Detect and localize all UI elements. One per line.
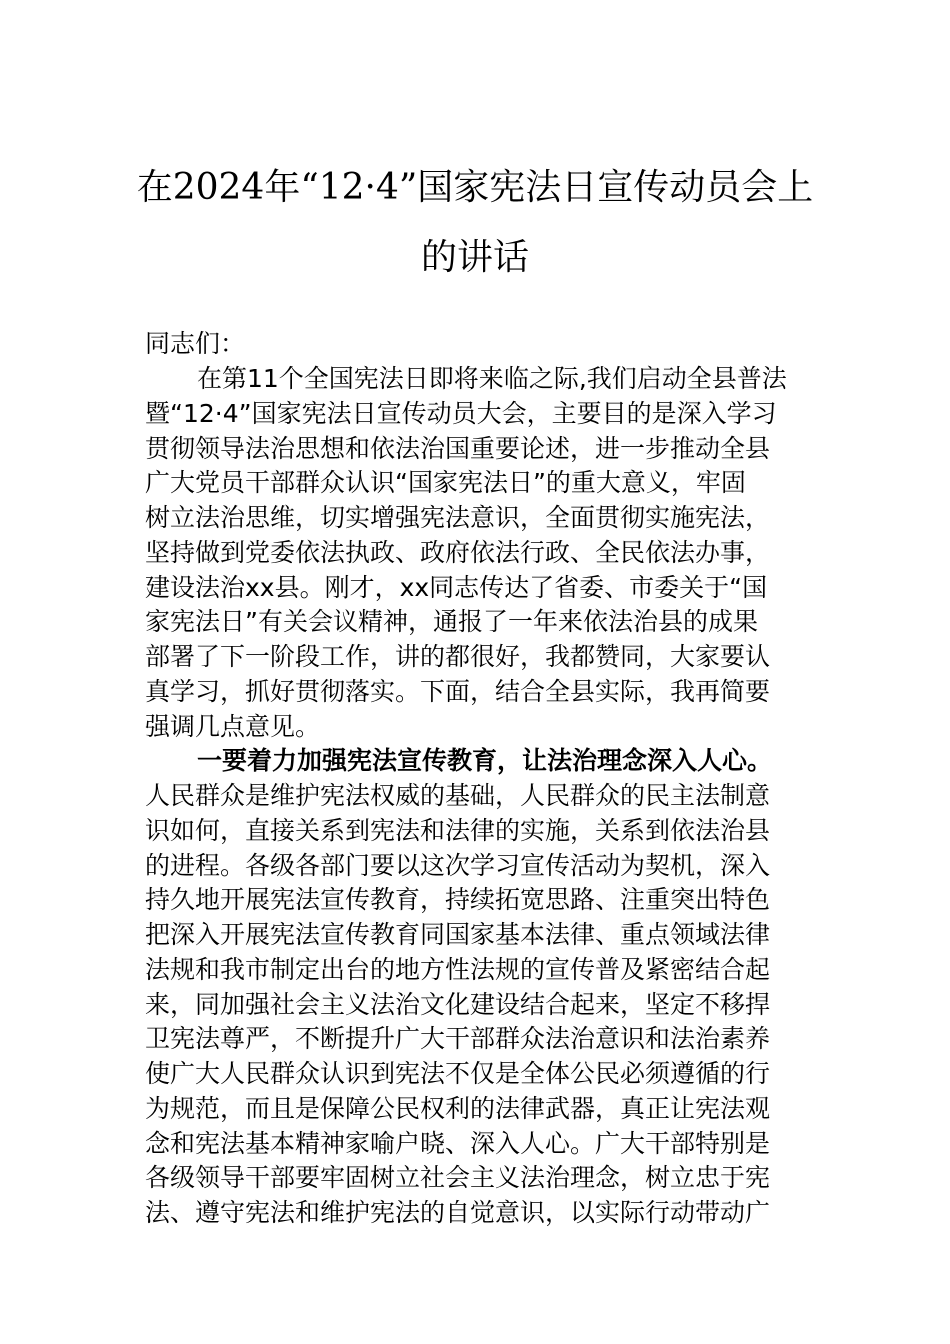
document-title-line-2: 的讲话 [420, 237, 529, 278]
paragraph-2-line: 各级领导干部要牢固树立社会主义法治理念，树立忠于宪 [145, 1163, 771, 1192]
paragraph-1-line: 在第11个全国宪法日即将来临之际,我们启动全县普法 [197, 364, 787, 393]
paragraph-1-line: 贯彻领导法治思想和依法治国重要论述，进一步推动全县 [145, 434, 771, 463]
paragraph-2-line: 法、遵守宪法和维护宪法的自觉意识，以实际行动带动广 [145, 1198, 771, 1227]
paragraph-1-line: 真学习，抓好贯彻落实。下面，结合全县实际，我再简要 [145, 677, 771, 706]
paragraph-1-line: 家宪法日”有关会议精神，通报了一年来依法治县的成果 [145, 607, 758, 636]
paragraph-1-line: 建设法治xx县。刚才，xx同志传达了省委、市委关于“国 [145, 573, 768, 602]
paragraph-2-line: 持久地开展宪法宣传教育，持续拓宽思路、注重突出特色 [145, 885, 771, 914]
section-heading-1: 一要着力加强宪法宣传教育，让法治理念深入人心。 [197, 746, 773, 775]
paragraph-1-line: 广大党员干部群众认识“国家宪法日”的重大意义，牢固 [145, 468, 746, 497]
paragraph-1-line: 强调几点意见。 [145, 712, 321, 741]
paragraph-1-line: 树立法治思维，切实增强宪法意识，全面贯彻实施宪法， [145, 503, 771, 532]
paragraph-1-line: 部署了下一阶段工作，讲的都很好，我都赞同，大家要认 [145, 642, 771, 671]
paragraph-2-line: 识如何，直接关系到宪法和法律的实施，关系到依法治县 [145, 816, 771, 845]
paragraph-2-line: 人民群众是维护宪法权威的基础，人民群众的民主法制意 [145, 781, 771, 810]
paragraph-1-line: 暨“12·4”国家宪法日宣传动员大会，主要目的是深入学习 [145, 399, 777, 428]
salutation: 同志们： [145, 329, 246, 358]
paragraph-2-line: 使广大人民群众认识到宪法不仅是全体公民必须遵循的行 [145, 1059, 771, 1088]
paragraph-2-line: 法规和我市制定出台的地方性法规的宣传普及紧密结合起 [145, 955, 771, 984]
document-title-line-1: 在2024年“12·4”国家宪法日宣传动员会上 [136, 167, 814, 208]
paragraph-2-line: 来，同加强社会主义法治文化建设结合起来，坚定不移捍 [145, 990, 771, 1019]
paragraph-2-line: 念和宪法基本精神家喻户晓、深入人心。广大干部特别是 [145, 1129, 771, 1158]
paragraph-1-line: 坚持做到党委依法执政、政府依法行政、全民依法办事， [145, 538, 771, 567]
paragraph-2-line: 的进程。各级各部门要以这次学习宣传活动为契机，深入 [145, 851, 771, 880]
paragraph-2-line: 卫宪法尊严，不断提升广大干部群众法治意识和法治素养 [145, 1024, 771, 1053]
paragraph-2-line: 把深入开展宪法宣传教育同国家基本法律、重点领域法律 [145, 920, 771, 949]
paragraph-2-line: 为规范，而且是保障公民权利的法律武器，真正让宪法观 [145, 1094, 771, 1123]
